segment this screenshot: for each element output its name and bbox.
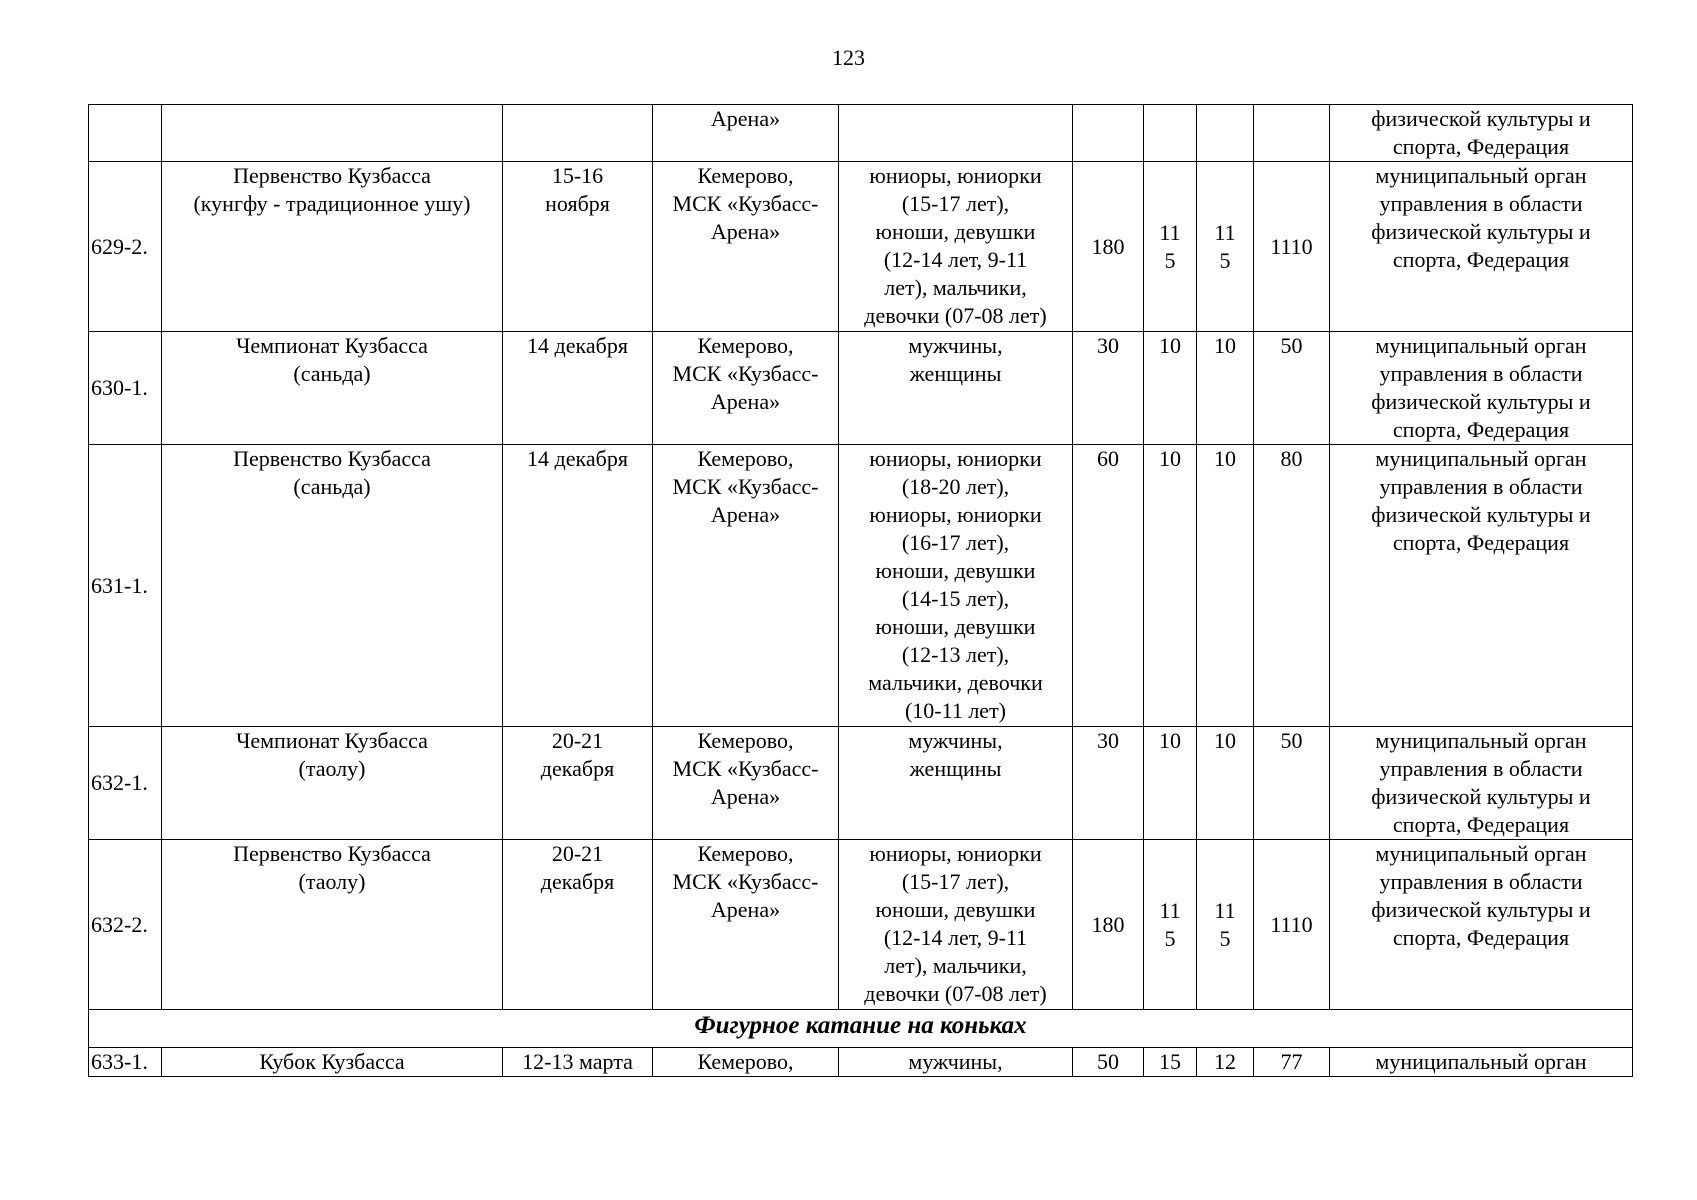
judges-count-line: 10: [1159, 728, 1181, 753]
event-date-line: 14 декабря: [527, 446, 628, 471]
overall-total: [1254, 105, 1330, 162]
event-date-line: 14 декабря: [527, 333, 628, 358]
event-organizer: [1330, 727, 1633, 840]
event-place: [653, 1048, 839, 1077]
event-organizer-line: управления в области: [1379, 474, 1583, 499]
event-participants-line: мужчины,: [908, 728, 1003, 753]
event-date: [503, 162, 653, 332]
event-place-line: Кемерово,: [697, 1049, 794, 1074]
event-place-line: Кемерово,: [697, 841, 794, 866]
event-participants-line: юноши, девушки: [875, 219, 1036, 244]
event-name-line: (саньда): [293, 361, 371, 386]
page-number: 123: [832, 45, 865, 70]
judges-count-line: 10: [1159, 333, 1181, 358]
event-participants-line: юноши, девушки: [875, 558, 1036, 583]
event-organizer: [1330, 1048, 1633, 1077]
event-organizer-line: физической культуры и: [1371, 897, 1591, 922]
judges-count-line: 11: [1159, 897, 1181, 923]
table-row: [89, 105, 1633, 162]
section-row: [89, 1010, 1633, 1048]
event-date-line: 20-21: [551, 841, 604, 866]
event-date-line: декабря: [540, 756, 615, 781]
event-place-line: Арена»: [710, 897, 781, 922]
event-organizer-line: физической культуры и: [1371, 502, 1591, 527]
event-organizer-line: управления в области: [1379, 361, 1583, 386]
event-place-line: МСК «Кузбасс-: [672, 474, 819, 499]
event-organizer: [1330, 840, 1633, 1010]
participants-total: [1073, 105, 1144, 162]
judges-count-line: 15: [1159, 1049, 1181, 1074]
event-place-line: Кемерово,: [697, 728, 794, 753]
participants-total: [1073, 332, 1144, 445]
event-date: [503, 445, 653, 727]
event-participants-line: девочки (07-08 лет): [864, 981, 1047, 1006]
event-place: [653, 445, 839, 727]
event-place-line: МСК «Кузбасс-: [672, 361, 819, 386]
event-organizer: [1330, 162, 1633, 332]
event-organizer-line: физической культуры и: [1371, 219, 1591, 244]
participants-total-line: 30: [1097, 728, 1119, 753]
event-participants: [839, 162, 1073, 332]
officials-count: [1197, 840, 1254, 1010]
officials-count-line: 10: [1214, 728, 1236, 753]
judges-count: [1144, 105, 1197, 162]
event-name: [162, 727, 503, 840]
event-organizer-line: физической культуры и: [1371, 106, 1591, 131]
overall-total-line: 1110: [1270, 233, 1313, 259]
event-organizer-line: спорта, Федерация: [1392, 925, 1570, 950]
event-participants-line: (12-14 лет, 9-11: [883, 925, 1028, 950]
event-name: [162, 332, 503, 445]
officials-count-line: 11: [1214, 219, 1236, 245]
event-place-line: Арена»: [710, 784, 781, 809]
event-place-line: МСК «Кузбасс-: [672, 191, 819, 216]
event-date: [503, 105, 653, 162]
event-place: [653, 332, 839, 445]
event-place-line: МСК «Кузбасс-: [672, 756, 819, 781]
event-place: [653, 840, 839, 1010]
event-place: [653, 727, 839, 840]
event-name-line: Первенство Кузбасса: [233, 163, 431, 188]
event-number: 631-1.: [89, 445, 162, 727]
judges-count-line: 10: [1159, 446, 1181, 471]
overall-total: [1254, 162, 1330, 332]
event-participants-line: юниоры, юниорки: [869, 163, 1042, 188]
event-number: 629-2.: [89, 162, 162, 332]
event-organizer: [1330, 105, 1633, 162]
event-organizer-line: управления в области: [1379, 869, 1583, 894]
event-date: [503, 840, 653, 1010]
event-place-line: Кемерово,: [697, 333, 794, 358]
event-participants: [839, 1048, 1073, 1077]
event-place: [653, 162, 839, 332]
overall-total-line: 50: [1280, 728, 1303, 753]
overall-total: [1254, 445, 1330, 727]
event-name-line: Первенство Кузбасса: [233, 841, 431, 866]
participants-total: [1073, 840, 1144, 1010]
event-participants-line: женщины: [909, 361, 1002, 386]
overall-total: [1254, 332, 1330, 445]
officials-count: [1197, 727, 1254, 840]
officials-count: [1197, 162, 1254, 332]
event-number: [89, 105, 162, 162]
table-row: [89, 445, 1633, 727]
overall-total: [1254, 840, 1330, 1010]
event-participants-line: (18-20 лет),: [901, 474, 1010, 499]
event-organizer-line: муниципальный орган: [1375, 841, 1587, 866]
section-title: Фигурное катание на коньках: [89, 1010, 1633, 1048]
event-place-line: Арена»: [710, 106, 781, 131]
event-organizer-line: спорта, Федерация: [1392, 812, 1570, 837]
event-number: 633-1.: [89, 1048, 162, 1077]
event-participants-line: мужчины,: [908, 1049, 1003, 1074]
event-place-line: Арена»: [710, 389, 781, 414]
event-participants: [839, 727, 1073, 840]
event-participants-line: (15-17 лет),: [901, 191, 1010, 216]
judges-count-line: 5: [1164, 925, 1176, 951]
events-table: [88, 104, 1633, 1077]
event-place-line: МСК «Кузбасс-: [672, 869, 819, 894]
event-participants-line: юноши, девушки: [875, 897, 1036, 922]
event-organizer-line: спорта, Федерация: [1392, 134, 1570, 159]
event-participants-line: юниоры, юниорки: [869, 502, 1042, 527]
judges-count: [1144, 1048, 1197, 1077]
event-participants-line: (12-13 лет),: [901, 642, 1010, 667]
participants-total: [1073, 162, 1144, 332]
officials-count: [1197, 1048, 1254, 1077]
event-name-line: Чемпионат Кузбасса: [236, 333, 428, 358]
event-name-line: Кубок Кузбасса: [259, 1049, 405, 1074]
overall-total-line: 1110: [1270, 911, 1313, 937]
event-participants: [839, 840, 1073, 1010]
event-participants-line: мужчины,: [908, 333, 1003, 358]
judges-count: [1144, 332, 1197, 445]
table-row: [89, 332, 1633, 445]
officials-count: [1197, 332, 1254, 445]
event-participants-line: (14-15 лет),: [901, 586, 1010, 611]
overall-total-line: 50: [1280, 333, 1303, 358]
event-place-line: Арена»: [710, 219, 781, 244]
participants-total: [1073, 1048, 1144, 1077]
event-organizer-line: спорта, Федерация: [1392, 247, 1570, 272]
table-row: [89, 1048, 1633, 1077]
event-name: [162, 445, 503, 727]
event-date: [503, 1048, 653, 1077]
overall-total-line: 80: [1280, 446, 1303, 471]
event-date: [503, 727, 653, 840]
event-participants-line: (15-17 лет),: [901, 869, 1010, 894]
event-number: 632-2.: [89, 840, 162, 1010]
judges-count: [1144, 727, 1197, 840]
event-organizer: [1330, 445, 1633, 727]
participants-total-line: 30: [1097, 333, 1119, 358]
table-row: [89, 162, 1633, 332]
event-participants-line: (10-11 лет): [904, 698, 1007, 723]
event-date: [503, 332, 653, 445]
event-name-line: (таолу): [298, 869, 366, 894]
event-number: 630-1.: [89, 332, 162, 445]
event-name-line: (саньда): [293, 474, 371, 499]
participants-total: [1073, 727, 1144, 840]
event-name-line: (кунгфу - традиционное ушу): [193, 191, 471, 216]
event-participants-line: девочки (07-08 лет): [864, 303, 1047, 328]
judges-count: [1144, 840, 1197, 1010]
event-participants-line: женщины: [909, 756, 1002, 781]
judges-count-line: 5: [1164, 247, 1176, 273]
officials-count: [1197, 105, 1254, 162]
event-organizer-line: муниципальный орган: [1375, 163, 1587, 188]
participants-total-line: 180: [1091, 233, 1125, 259]
event-organizer-line: управления в области: [1379, 191, 1583, 216]
event-organizer-line: муниципальный орган: [1375, 728, 1587, 753]
officials-count: [1197, 445, 1254, 727]
event-organizer-line: муниципальный орган: [1375, 446, 1587, 471]
event-participants-line: юниоры, юниорки: [869, 446, 1042, 471]
event-participants-line: лет), мальчики,: [884, 275, 1027, 300]
event-participants-line: мальчики, девочки: [868, 670, 1043, 695]
event-organizer-line: физической культуры и: [1371, 784, 1591, 809]
participants-total-line: 180: [1091, 911, 1125, 937]
table-row: [89, 840, 1633, 1010]
event-organizer-line: физической культуры и: [1371, 389, 1591, 414]
officials-count-line: 5: [1219, 925, 1231, 951]
participants-total-line: 60: [1097, 446, 1119, 471]
overall-total: [1254, 727, 1330, 840]
event-name: [162, 840, 503, 1010]
judges-count: [1144, 162, 1197, 332]
event-participants-line: юноши, девушки: [875, 614, 1036, 639]
event-name-line: Первенство Кузбасса: [233, 446, 431, 471]
event-organizer-line: спорта, Федерация: [1392, 530, 1570, 555]
event-participants-line: лет), мальчики,: [884, 953, 1027, 978]
event-date-line: 15-16: [551, 163, 604, 188]
officials-count-line: 11: [1214, 897, 1236, 923]
officials-count-line: 12: [1214, 1049, 1236, 1074]
event-participants-line: (12-14 лет, 9-11: [883, 247, 1028, 272]
overall-total: [1254, 1048, 1330, 1077]
judges-count: [1144, 445, 1197, 727]
table-row: [89, 727, 1633, 840]
event-organizer-line: муниципальный орган: [1375, 1049, 1587, 1074]
event-date-line: 20-21: [551, 728, 604, 753]
event-organizer-line: управления в области: [1379, 756, 1583, 781]
event-date-line: декабря: [540, 869, 615, 894]
event-name-line: (таолу): [298, 756, 366, 781]
event-place-line: Арена»: [710, 502, 781, 527]
event-date-line: 12-13 марта: [522, 1049, 633, 1074]
officials-count-line: 10: [1214, 333, 1236, 358]
event-number: 632-1.: [89, 727, 162, 840]
event-name: [162, 162, 503, 332]
overall-total-line: 77: [1280, 1049, 1303, 1074]
event-participants-line: юниоры, юниорки: [869, 841, 1042, 866]
event-organizer: [1330, 332, 1633, 445]
participants-total: [1073, 445, 1144, 727]
officials-count-line: 5: [1219, 247, 1231, 273]
event-place-line: Кемерово,: [697, 446, 794, 471]
event-participants: [839, 105, 1073, 162]
officials-count-line: 10: [1214, 446, 1236, 471]
table-body: [89, 105, 1633, 1077]
event-name: [162, 1048, 503, 1077]
event-name: [162, 105, 503, 162]
event-participants: [839, 332, 1073, 445]
event-organizer-line: муниципальный орган: [1375, 333, 1587, 358]
event-participants-line: (16-17 лет),: [901, 530, 1010, 555]
participants-total-line: 50: [1097, 1049, 1119, 1074]
event-place-line: Кемерово,: [697, 163, 794, 188]
event-date-line: ноября: [545, 191, 610, 216]
event-organizer-line: спорта, Федерация: [1392, 417, 1570, 442]
event-name-line: Чемпионат Кузбасса: [236, 728, 428, 753]
event-participants: [839, 445, 1073, 727]
judges-count-line: 11: [1159, 219, 1181, 245]
event-place: [653, 105, 839, 162]
